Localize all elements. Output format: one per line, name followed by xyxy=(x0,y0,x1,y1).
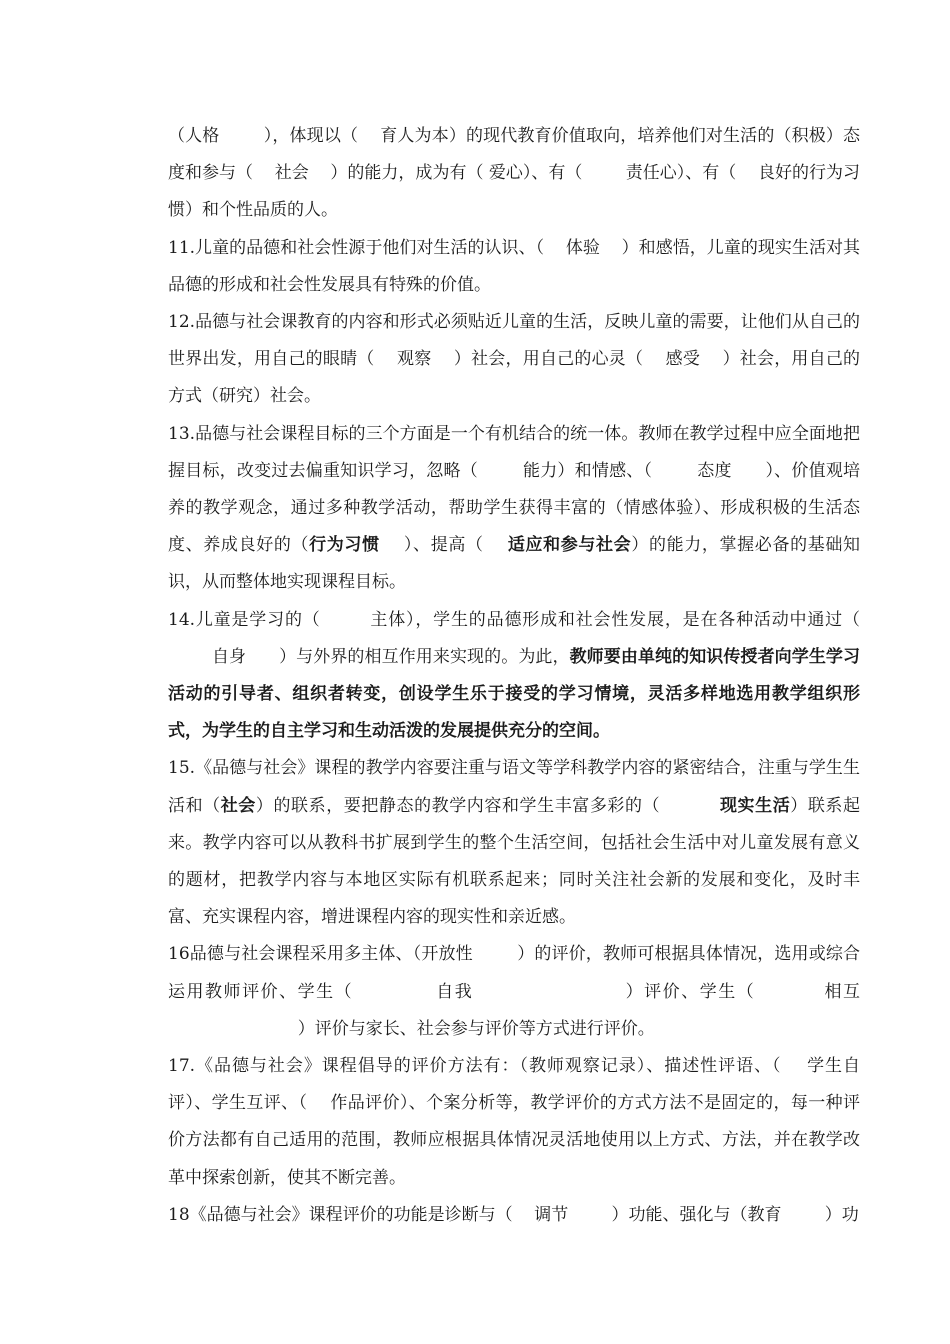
answer-blank-space xyxy=(652,461,697,481)
text-segment: 观察 xyxy=(397,349,432,370)
text-segment: 学生自评）、学生互评、（ xyxy=(168,1056,861,1114)
paragraph-8 xyxy=(168,1048,860,1197)
answer-blank-space xyxy=(782,1205,825,1225)
text-segment: 自身 xyxy=(211,646,247,667)
text-segment: ）功 xyxy=(824,1204,859,1225)
answer-blank-space xyxy=(643,349,665,369)
text-segment: ）功能、强化与（教育 xyxy=(611,1204,782,1225)
document-page xyxy=(168,118,860,1234)
text-segment: 社会 xyxy=(274,163,309,184)
paragraph-6 xyxy=(168,750,860,936)
text-segment: 17.《品德与社会》课程倡导的评价方法有：（教师观察记录）、描述性评语、（ xyxy=(168,1056,782,1077)
paragraph-7 xyxy=(168,936,860,1048)
answer-blank-space xyxy=(484,535,508,555)
answer-blank-space xyxy=(353,982,436,1002)
paragraph-4 xyxy=(168,416,860,602)
text-segment: ）社会，用自己的心灵（ xyxy=(453,349,644,370)
text-segment: ）评价与家长、社会参与评价等方式进行评价。 xyxy=(297,1018,655,1039)
answer-blank-space xyxy=(568,1205,611,1225)
answer-blank-space xyxy=(473,944,517,964)
answer-blank-space xyxy=(253,163,275,183)
answer-blank-space xyxy=(755,982,824,1002)
text-segment: 作品评价）、个案分析等，教学评价的方式方法不是固定的，每一种评价方法都有自己适用的范围，教师应根据具体情况灵活地使用以上方式、方法，并在教学改革中探索创新，使其不断完善。 xyxy=(168,1093,860,1188)
text-segment: 感受 xyxy=(665,349,701,370)
answer-blank-space xyxy=(307,1093,330,1113)
paragraph-1 xyxy=(168,118,860,230)
answer-blank-space xyxy=(700,349,722,369)
answer-blank-space xyxy=(321,610,371,630)
text-segment: ）、提高（ xyxy=(403,535,484,556)
text-segment: 良好的行为习惯）和个性品质的人。 xyxy=(168,163,861,221)
paragraph-3 xyxy=(168,304,860,416)
text-segment: 态度 xyxy=(697,460,732,481)
answer-blank-space xyxy=(358,126,380,146)
answer-blank-space xyxy=(246,647,279,667)
text-segment: ）评价、学生（ xyxy=(625,981,756,1002)
answer-blank-space xyxy=(544,238,566,258)
answer-blank-space xyxy=(473,982,625,1002)
text-segment: ）的能力，成为有（ 爱心）、有（ xyxy=(330,163,583,184)
answer-blank-space xyxy=(309,163,331,183)
answer-blank-space xyxy=(478,461,523,481)
text-segment: 自我 xyxy=(436,981,474,1002)
text-segment: 能力）和情感、（ xyxy=(522,460,653,481)
paragraph-2 xyxy=(168,230,860,304)
paragraph-9 xyxy=(168,1197,860,1234)
text-segment: 相互 xyxy=(824,981,861,1002)
answer-blank-space xyxy=(168,647,212,667)
bold-emphasis: 社会 xyxy=(220,795,256,816)
text-segment: ）与外界的相互作用来实现的。为此， xyxy=(279,646,570,667)
answer-blank-space xyxy=(380,535,404,555)
text-segment: ）的能力，掌握必备的基础知识，从而整体地实现课程目标。 xyxy=(168,535,861,593)
text-segment: ）的联系，要把静态的教学内容和学生丰富多彩的（ xyxy=(255,795,661,816)
answer-blank-space xyxy=(582,163,625,183)
paragraph-5 xyxy=(168,602,860,751)
text-segment: 育人为本）的现代教育价值取向，培养他们对生活的（积极）态度和参与（ xyxy=(168,126,861,184)
text-segment: 15.《品德与社会》课程的教学内容要注重与语文等学科教学内容的紧密结合，注重与学生生活和（ xyxy=(168,758,860,816)
text-segment: 调节 xyxy=(534,1204,569,1225)
answer-blank-space xyxy=(782,1056,808,1076)
text-segment: （人格 xyxy=(168,126,220,146)
text-segment: ），体现以（ xyxy=(263,126,359,146)
text-segment: 12.品德与社会课教育的内容和形式必须贴近儿童的生活，反映儿童的需要，让他们从自己的世界出发，用自己的眼睛（ xyxy=(168,312,860,370)
text-segment: ）的评价，教师可根据具体情况，选用或综合运用教师评价、学生（ xyxy=(168,944,860,1002)
answer-blank-space xyxy=(600,238,622,258)
answer-blank-space xyxy=(513,1205,535,1225)
text-segment: 责任心）、有（ xyxy=(625,163,737,184)
answer-blank-space xyxy=(660,796,720,816)
answer-blank-space xyxy=(168,1019,298,1039)
text-segment: ）和感悟，儿童的现实生活对其品德的形成和社会性发展具有特殊的价值。 xyxy=(168,237,861,295)
text-segment: 14.儿童是学习的（ xyxy=(168,609,321,630)
text-segment: ）、价值观培养的教学观念，通过多种教学活动，帮助学生获得丰富的（情感体验）、形成积极的生活态度、养成良好的（ xyxy=(168,460,861,556)
text-segment: 16品德与社会课程采用多主体、（开放性 xyxy=(168,944,473,965)
text-segment: ）联系起来。教学内容可以从教科书扩展到学生的整个生活空间，包括社会生活中对儿童发展有意义的题材，把教学内容与本地区实际有机联系起来；同时关注社会新的发展和变化，及时丰富、充实课程内容，增进课程内容的现实性和亲近感。 xyxy=(168,795,861,928)
answer-blank-space xyxy=(736,163,758,183)
answer-blank-space xyxy=(375,349,397,369)
bold-emphasis: 现实生活 xyxy=(719,795,791,816)
text-segment: ）社会，用自己的方式（研究）社会。 xyxy=(168,349,861,407)
text-segment: 主体），学生的品德形成和社会性发展，是在各种活动中通过（ xyxy=(370,609,861,630)
bold-emphasis: 行为习惯 xyxy=(309,535,380,556)
answer-blank-space xyxy=(732,461,766,481)
answer-blank-space xyxy=(219,126,263,146)
bold-emphasis: 适应和参与社会 xyxy=(507,535,632,556)
text-segment: 18《品德与社会》课程评价的功能是诊断与（ xyxy=(168,1204,513,1225)
answer-blank-space xyxy=(431,349,453,369)
text-segment: 13.品德与社会课程目标的三个方面是一个有机结合的统一体。教师在教学过程中应全面地把握目标，改变过去偏重知识学习，忽略（ xyxy=(168,423,860,481)
text-segment: 体验 xyxy=(565,237,600,258)
bold-emphasis: 教师要由单纯的知识传授者向学生学习活动的引导者、组织者转变，创设学生乐于接受的学习情境，灵活多样地选用教学组织形式，为学生的自主学习和生动活泼的发展提供充分的空间。 xyxy=(168,646,861,742)
text-segment: 11.儿童的品德和社会性源于他们对生活的认识、（ xyxy=(168,237,545,258)
